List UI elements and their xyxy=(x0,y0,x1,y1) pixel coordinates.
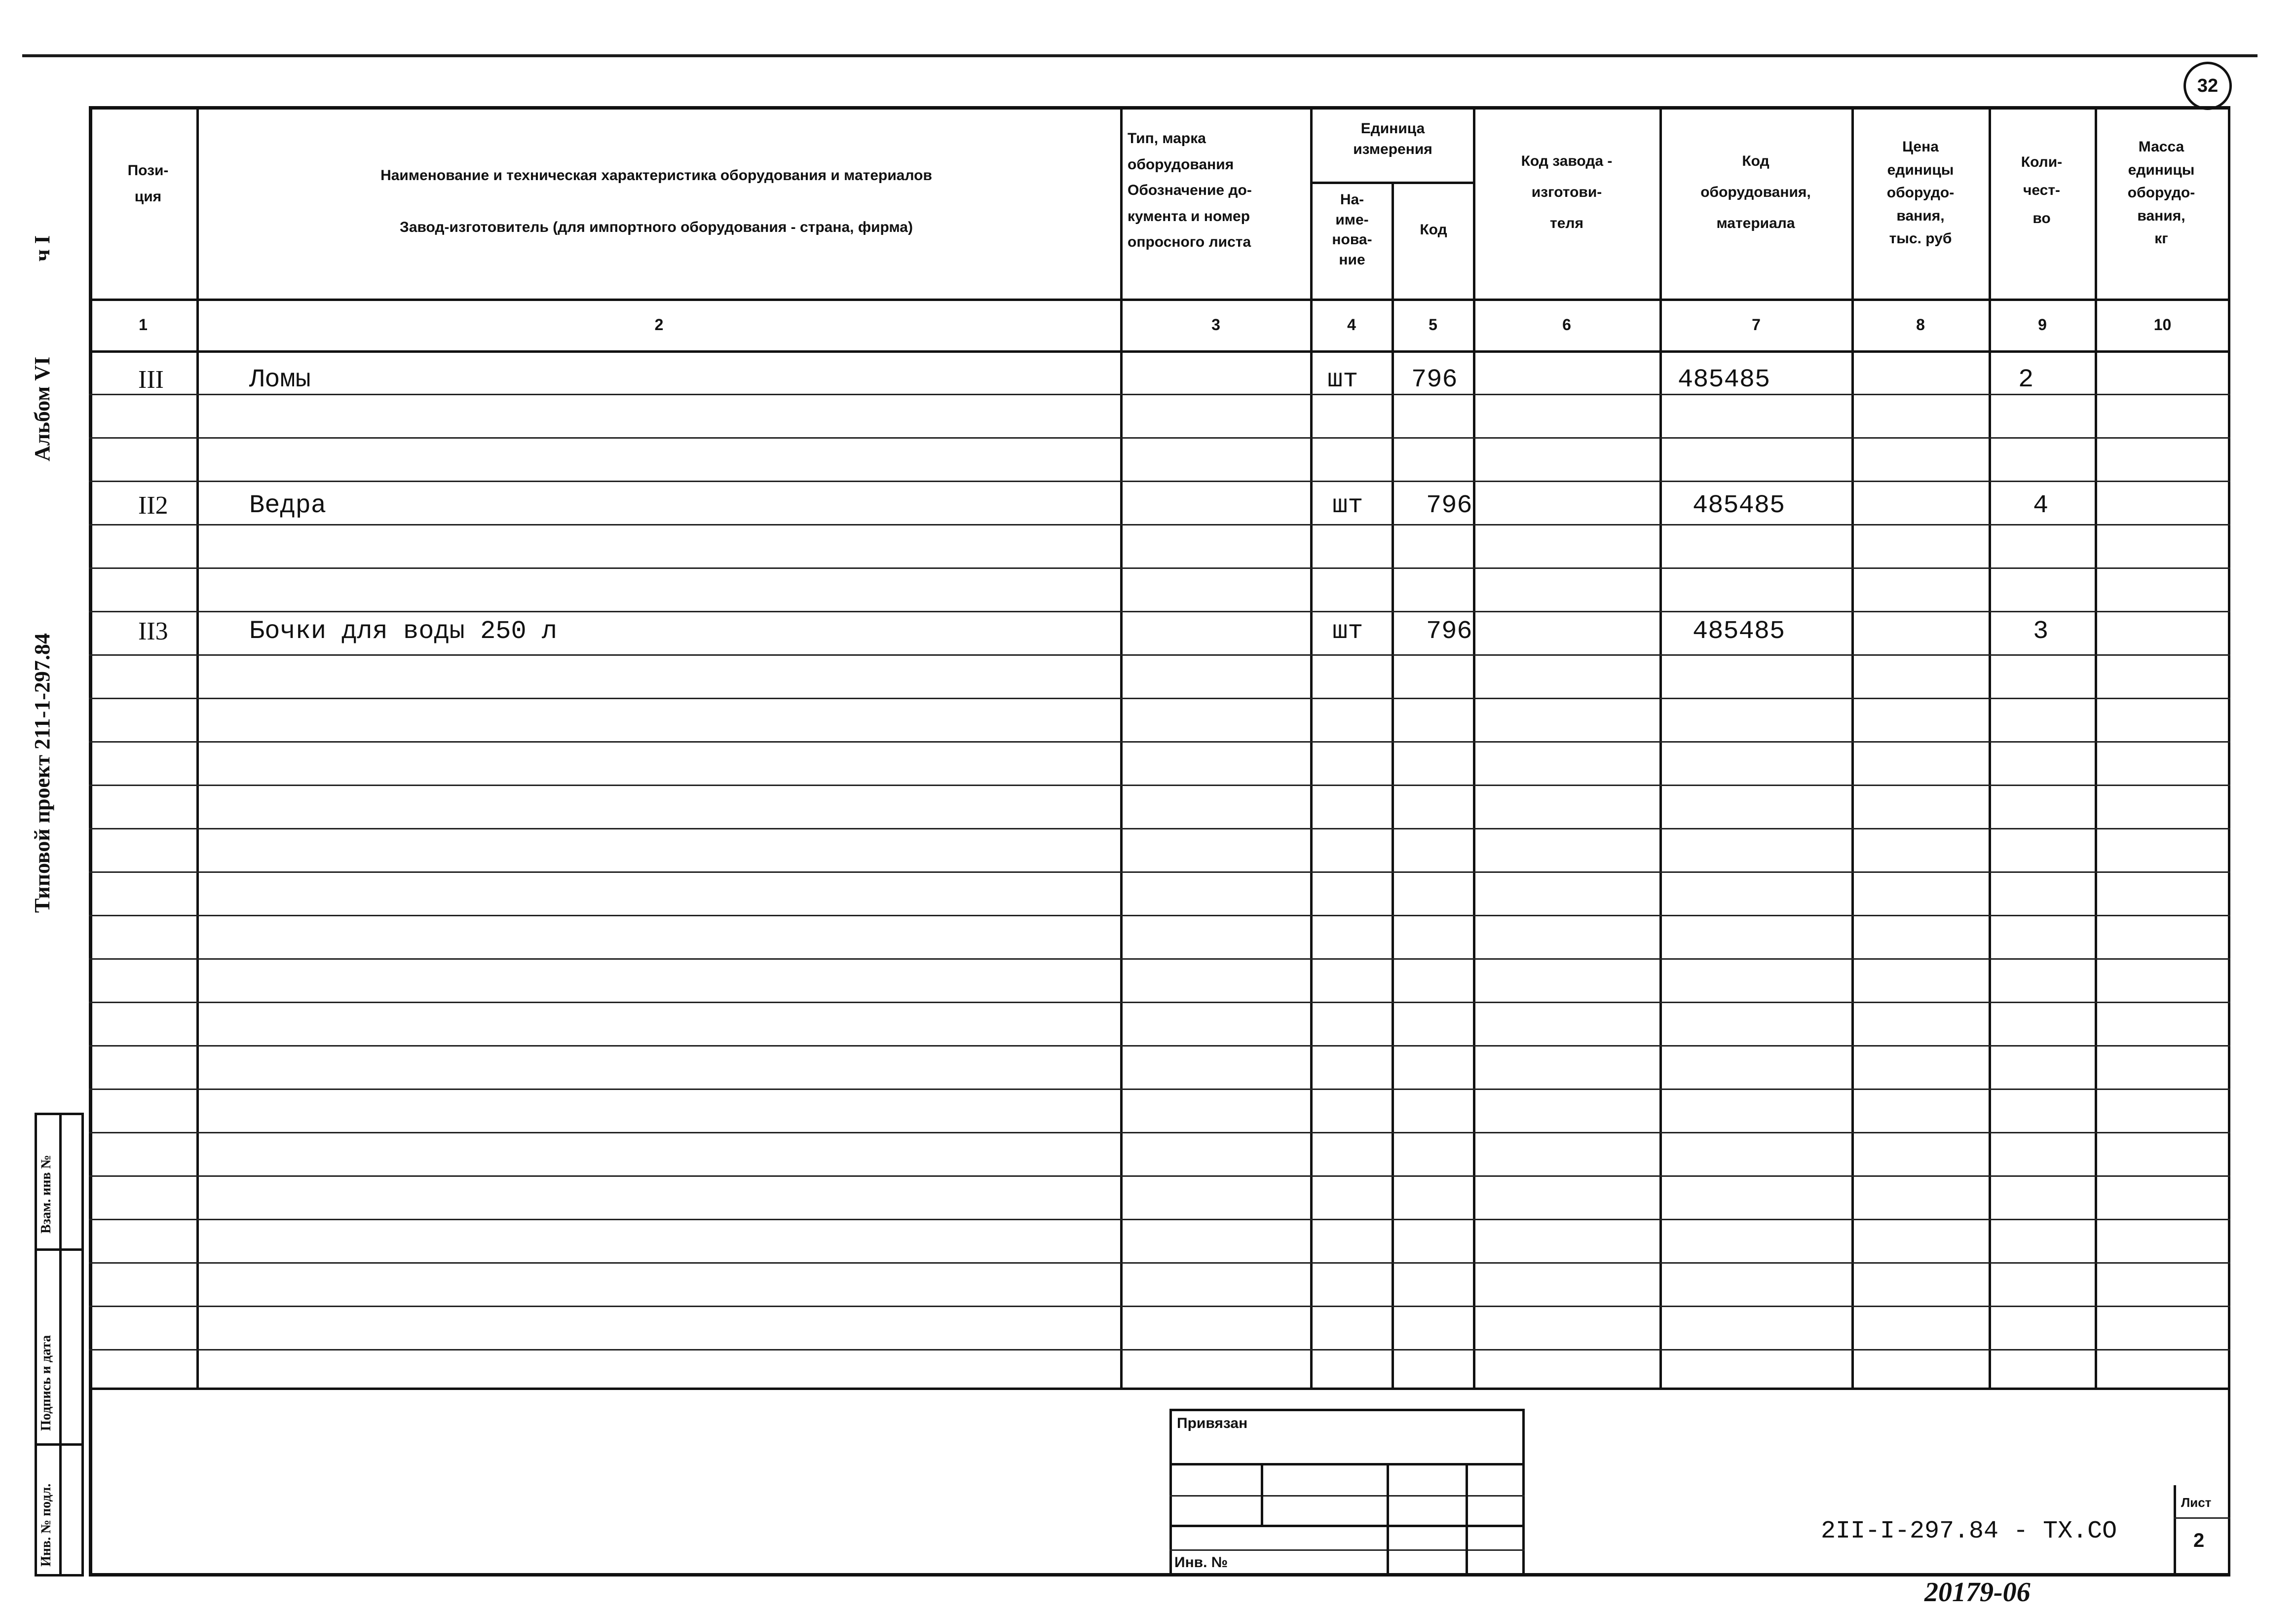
header-unit-name: На- име- нова- ние xyxy=(1332,191,1372,268)
row-rule xyxy=(89,958,2230,960)
row-rule xyxy=(89,524,2230,525)
row-2-unit: шт xyxy=(1332,491,1363,520)
row-1-unit: шт xyxy=(1327,365,1358,394)
colnum-6: 6 xyxy=(1562,316,1571,334)
side-label-part: ч I xyxy=(30,235,54,262)
header-factory-code: Код завода - изготови- теля xyxy=(1521,153,1613,231)
header-name-line1: Наименование и техническая характеристика оборудования и материалов xyxy=(380,167,932,184)
row-rule xyxy=(89,698,2230,699)
colnum-8: 8 xyxy=(1916,316,1925,334)
stamp-rule-1 xyxy=(1169,1463,1525,1465)
stamp-col-2 xyxy=(1387,1463,1389,1576)
row-rule xyxy=(89,915,2230,916)
margin-stamp-rule-1 xyxy=(35,1248,84,1251)
row-rule xyxy=(89,611,2230,612)
row-3-unit-code: 796 xyxy=(1426,617,1472,646)
header-position: Пози- ция xyxy=(127,162,169,205)
stamp-rule-3 xyxy=(1169,1525,1525,1527)
row-rule xyxy=(89,481,2230,482)
colnum-1: 1 xyxy=(139,316,148,334)
margin-label-replace: Взам. инв № xyxy=(38,1155,54,1234)
row-3-material-code: 485485 xyxy=(1693,617,1785,646)
row-rule xyxy=(89,1002,2230,1003)
header-price: Цена единицы оборудо- вания, тыс. руб xyxy=(1886,139,1955,247)
header-name-line2: Завод-изготовитель (для импортного оборудования - страна, фирма) xyxy=(400,219,913,235)
stamp-rule-4 xyxy=(1169,1549,1525,1551)
stamp-col-3 xyxy=(1466,1463,1468,1576)
colnum-bottom-rule xyxy=(89,350,2230,353)
row-rule xyxy=(89,654,2230,656)
row-1-position: III xyxy=(138,366,164,394)
row-2-position: II2 xyxy=(138,491,168,520)
header-unit-code: Код xyxy=(1420,222,1447,238)
row-rule xyxy=(89,828,2230,829)
row-rule xyxy=(89,1132,2230,1133)
header-quantity: Коли- чест- во xyxy=(2021,154,2063,226)
table-bottom-rule xyxy=(89,1388,2230,1390)
document-code: 2II-I-297.84 - TX.CO xyxy=(1821,1517,2117,1545)
margin-stamp-rule-2 xyxy=(35,1443,84,1446)
colnum-4: 4 xyxy=(1347,316,1356,334)
row-rule xyxy=(89,1262,2230,1264)
row-rule xyxy=(89,1349,2230,1351)
unit-header-rule xyxy=(1310,182,1475,184)
row-1-quantity: 2 xyxy=(2018,365,2034,394)
row-rule xyxy=(89,1306,2230,1307)
header-unit: Единица измерения xyxy=(1353,120,1432,157)
row-rule xyxy=(89,1219,2230,1220)
row-rule xyxy=(89,437,2230,439)
header-mass: Масса единицы оборудо- вания, кг xyxy=(2127,139,2195,247)
row-rule xyxy=(89,741,2230,743)
colnum-2: 2 xyxy=(654,316,664,334)
margin-stamp-divider xyxy=(59,1113,62,1576)
row-rule xyxy=(89,1175,2230,1177)
row-3-quantity: 3 xyxy=(2033,617,2049,646)
header-material-code: Код оборудования, материала xyxy=(1700,153,1811,231)
binding-stamp xyxy=(1169,1409,1525,1576)
row-rule xyxy=(89,785,2230,786)
row-rule xyxy=(89,1089,2230,1090)
list-value: 2 xyxy=(2193,1530,2205,1551)
binding-stamp-label: Привязан xyxy=(1177,1415,1248,1431)
row-3-name: Бочки для воды 250 л xyxy=(249,617,558,646)
list-label: Лист xyxy=(2181,1495,2212,1510)
list-box-rule xyxy=(2174,1517,2230,1519)
sheet-number-badge: 32 xyxy=(2183,62,2232,110)
colnum-3: 3 xyxy=(1211,316,1220,334)
stamp-col-1 xyxy=(1261,1463,1263,1525)
margin-label-sign: Подпись и дата xyxy=(38,1335,54,1431)
row-2-material-code: 485485 xyxy=(1693,491,1785,520)
header-type: Тип, марка оборудования Обозначение до- кумента и номер опросного листа xyxy=(1128,130,1252,250)
row-rule xyxy=(89,1045,2230,1047)
margin-label-inv: Инв. № подл. xyxy=(38,1483,54,1567)
inv-number-label: Инв. № xyxy=(1174,1554,1228,1571)
colnum-10: 10 xyxy=(2153,316,2172,334)
row-3-position: II3 xyxy=(138,617,168,645)
colnum-7: 7 xyxy=(1752,316,1761,334)
row-rule xyxy=(89,567,2230,569)
colnum-5: 5 xyxy=(1429,316,1437,334)
row-3-unit: шт xyxy=(1332,617,1363,646)
list-box-left xyxy=(2174,1485,2176,1576)
header-bottom-rule xyxy=(89,299,2230,301)
row-1-name: Ломы xyxy=(249,365,311,394)
archive-number: 20179-06 xyxy=(1924,1577,2031,1608)
row-2-unit-code: 796 xyxy=(1426,491,1472,520)
row-rule xyxy=(89,871,2230,873)
row-2-name: Ведра xyxy=(249,491,327,520)
row-1-unit-code: 796 xyxy=(1411,365,1458,394)
row-1-material-code: 485485 xyxy=(1678,365,1770,394)
side-label-project: Типовой проект 211-1-297.84 xyxy=(30,633,54,913)
top-rule xyxy=(22,54,2258,57)
side-label-album: Альбом VI xyxy=(30,356,54,461)
colnum-9: 9 xyxy=(2038,316,2047,334)
row-rule xyxy=(89,394,2230,395)
stamp-rule-2 xyxy=(1169,1495,1525,1497)
row-2-quantity: 4 xyxy=(2033,491,2049,520)
